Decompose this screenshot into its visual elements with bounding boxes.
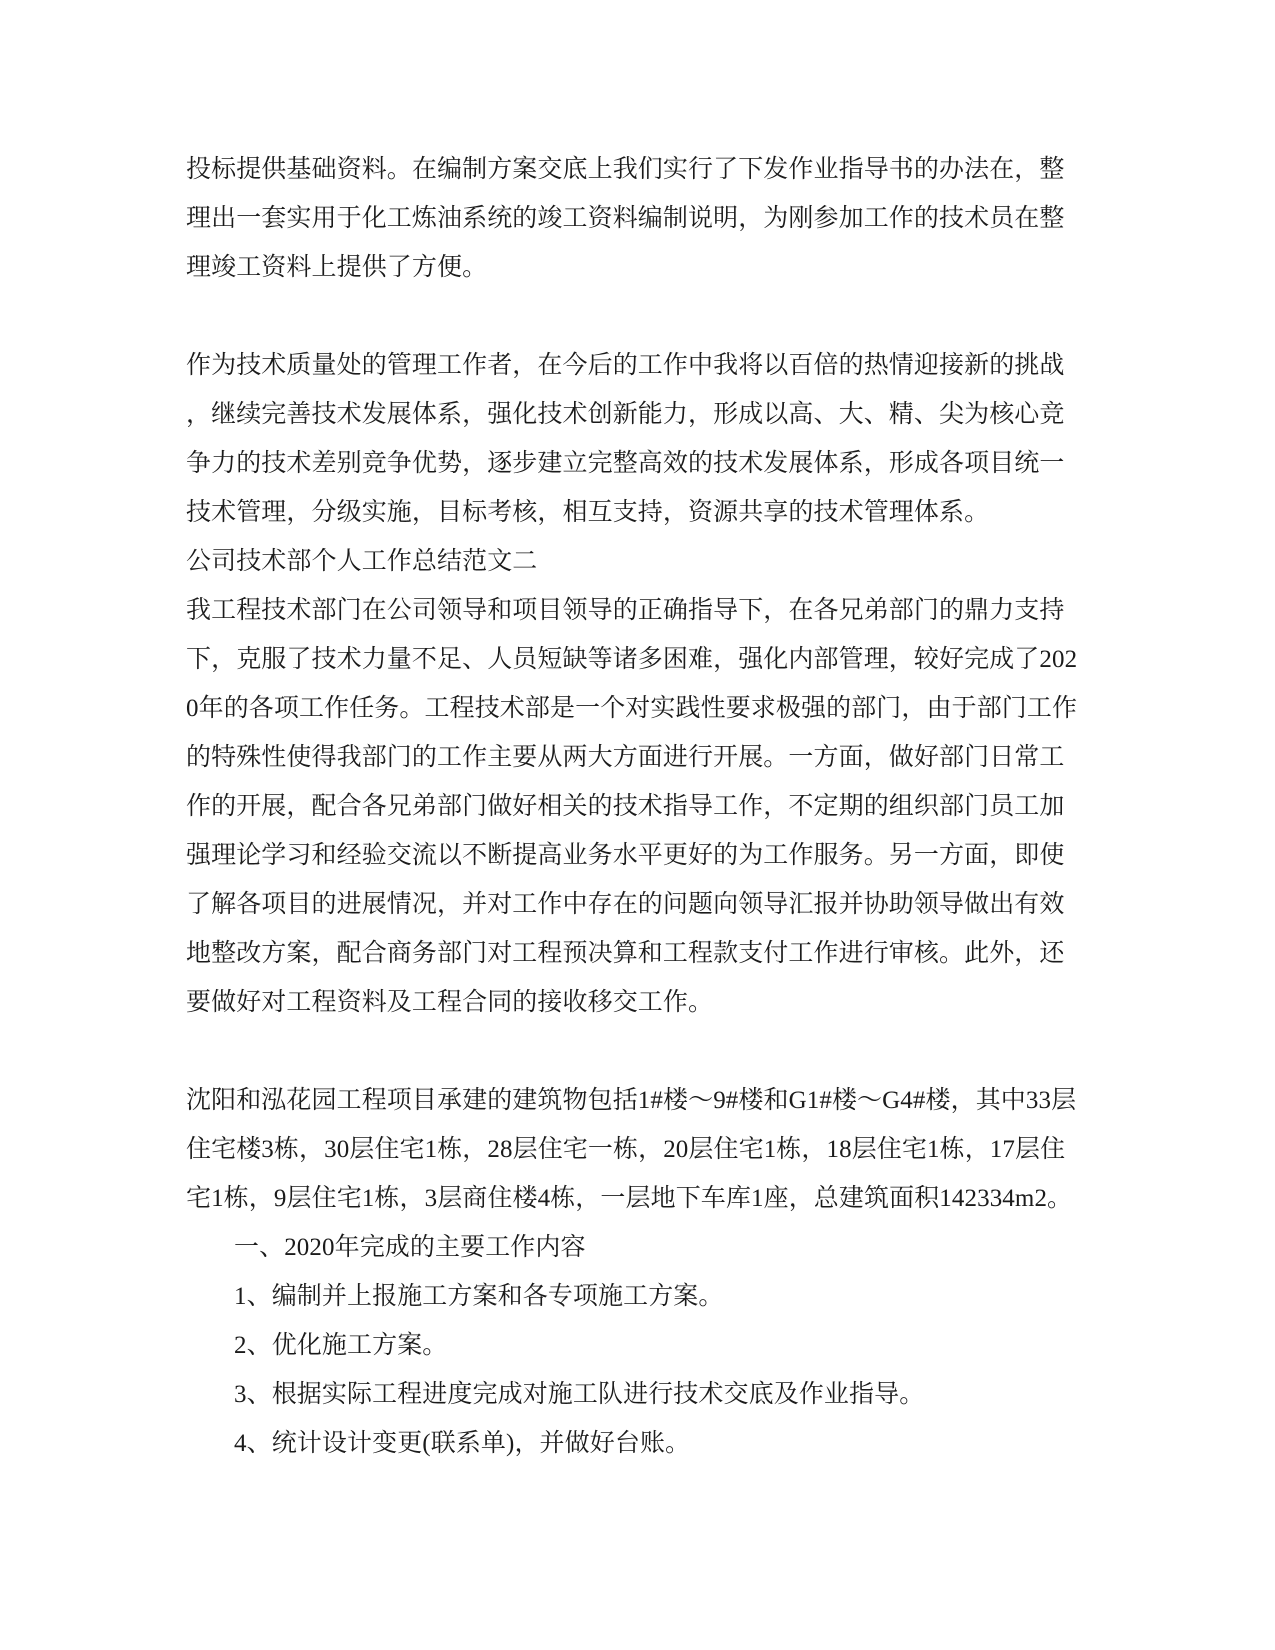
document-line: 要做好对工程资料及工程合同的接收移交工作。	[186, 989, 714, 1016]
document-line: 公司技术部个人工作总结范文二	[186, 548, 538, 575]
document-line: 理竣工资料上提供了方便。	[186, 254, 488, 281]
blank-line	[186, 1027, 1086, 1076]
document-line: 0年的各项工作任务。工程技术部是一个对实践性要求极强的部门，由于部门工作	[186, 695, 1078, 722]
document-line: 的特殊性使得我部门的工作主要从两大方面进行开展。一方面，做好部门日常工	[186, 744, 1065, 771]
document-line: 1、编制并上报施工方案和各专项施工方案。	[234, 1283, 724, 1310]
document-line: 作为技术质量处的管理工作者，在今后的工作中我将以百倍的热情迎接新的挑战	[186, 352, 1065, 379]
document-line: 地整改方案，配合商务部门对工程预决算和工程款支付工作进行审核。此外，还	[186, 940, 1065, 967]
blank-line	[186, 292, 1086, 341]
document-line: 2、优化施工方案。	[234, 1332, 448, 1359]
document-line: 强理论学习和经验交流以不断提高业务水平更好的为工作服务。另一方面，即使	[186, 842, 1065, 869]
document-line: ，继续完善技术发展体系，强化技术创新能力，形成以高、大、精、尖为核心竞	[186, 401, 1065, 428]
document-line: 投标提供基础资料。在编制方案交底上我们实行了下发作业指导书的办法在，整	[186, 156, 1065, 183]
document-line: 下，克服了技术力量不足、人员短缺等诸多困难，强化内部管理，较好完成了202	[186, 646, 1078, 673]
document-line: 理出一套实用于化工炼油系统的竣工资料编制说明，为刚参加工作的技术员在整	[186, 205, 1065, 232]
document-line: 技术管理，分级实施，目标考核，相互支持，资源共享的技术管理体系。	[186, 499, 990, 526]
document-body	[186, 145, 1086, 1468]
document-line: 3、根据实际工程进度完成对施工队进行技术交底及作业指导。	[234, 1381, 925, 1408]
document-line: 住宅楼3栋，30层住宅1栋，28层住宅一栋，20层住宅1栋，18层住宅1栋，17层住	[186, 1136, 1066, 1163]
document-line: 宅1栋，9层住宅1栋，3层商住楼4栋，一层地下车库1座，总建筑面积142334m2。	[186, 1185, 1073, 1212]
document-line: 4、统计设计变更(联系单)，并做好台账。	[234, 1430, 691, 1457]
document-line: 沈阳和泓花园工程项目承建的建筑物包括1#楼～9#楼和G1#楼～G4#楼，其中33层	[186, 1087, 1077, 1114]
document-line: 了解各项目的进展情况，并对工作中存在的问题向领导汇报并协助领导做出有效	[186, 891, 1065, 918]
document-line: 作的开展，配合各兄弟部门做好相关的技术指导工作，不定期的组织部门员工加	[186, 793, 1065, 820]
document-line: 争力的技术差别竞争优势，逐步建立完整高效的技术发展体系，形成各项目统一	[186, 450, 1065, 477]
document-line: 一、2020年完成的主要工作内容	[234, 1234, 586, 1261]
document-line: 我工程技术部门在公司领导和项目领导的正确指导下，在各兄弟部门的鼎力支持	[186, 597, 1065, 624]
